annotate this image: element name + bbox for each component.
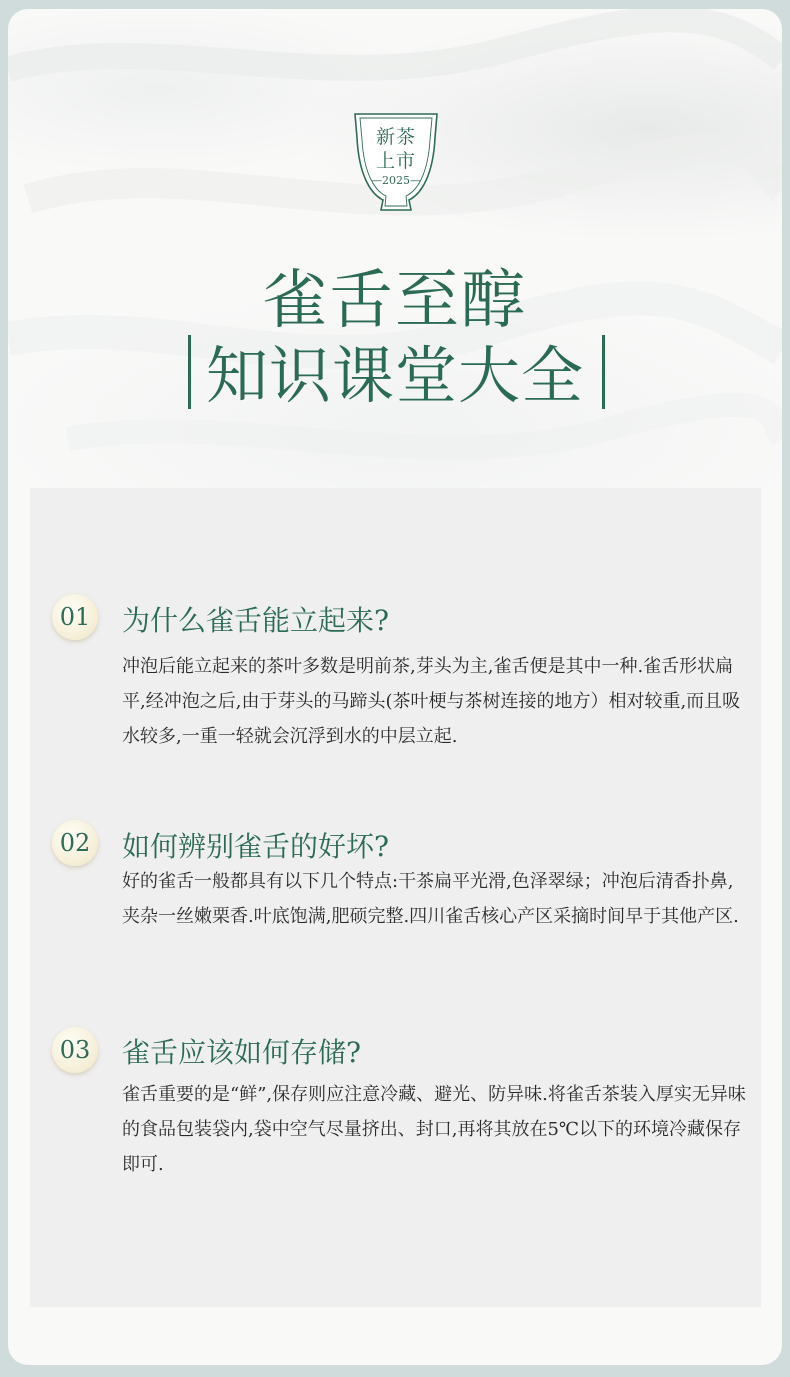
- new-tea-badge: [351, 108, 441, 218]
- answer-text: 雀舌重要的是“鲜”,保存则应注意冷藏、避光、防异味.将雀舌茶装入厚实无异味的食品包装袋内,袋中空气尽量挤出、封口,再将其放在5℃以下的环境冷藏保存即可.: [122, 1084, 746, 1175]
- answer-text: 好的雀舌一般都具有以下几个特点:干茶扁平光滑,色泽翠绿；冲泡后清香扑鼻,夹杂一丝嫩栗香.叶底饱满,肥硕完整.四川雀舌核心产区采摘时间早于其他产区.: [122, 871, 739, 927]
- number-badge: 02: [52, 820, 98, 866]
- page-card: [8, 9, 782, 1365]
- question-heading: 如何辨别雀舌的好坏?: [122, 830, 390, 863]
- badge-year: —2025—: [371, 174, 421, 187]
- knowledge-panel: [30, 488, 761, 1307]
- badge-line-2: 上市: [375, 150, 416, 172]
- title-right-bar: [602, 335, 605, 409]
- question-heading: 为什么雀舌能立起来?: [122, 604, 390, 637]
- page-title-line-1: 雀舌至醇: [263, 264, 527, 338]
- question-heading: 雀舌应该如何存储?: [122, 1036, 362, 1069]
- badge-line-1: 新茶: [375, 126, 416, 148]
- number-badge: 03: [52, 1027, 98, 1073]
- page-title-line-2: 知识课堂大全: [205, 339, 584, 412]
- answer-text: 冲泡后能立起来的茶叶多数是明前茶,芽头为主,雀舌便是其中一种.雀舌形状扁平,经冲泡之后,由于芽头的马蹄头(茶叶梗与茶树连接的地方）相对较重,而且吸水较多,一重一轻就会沉浮到水的中层立起.: [122, 656, 741, 747]
- number-badge: 01: [52, 594, 98, 640]
